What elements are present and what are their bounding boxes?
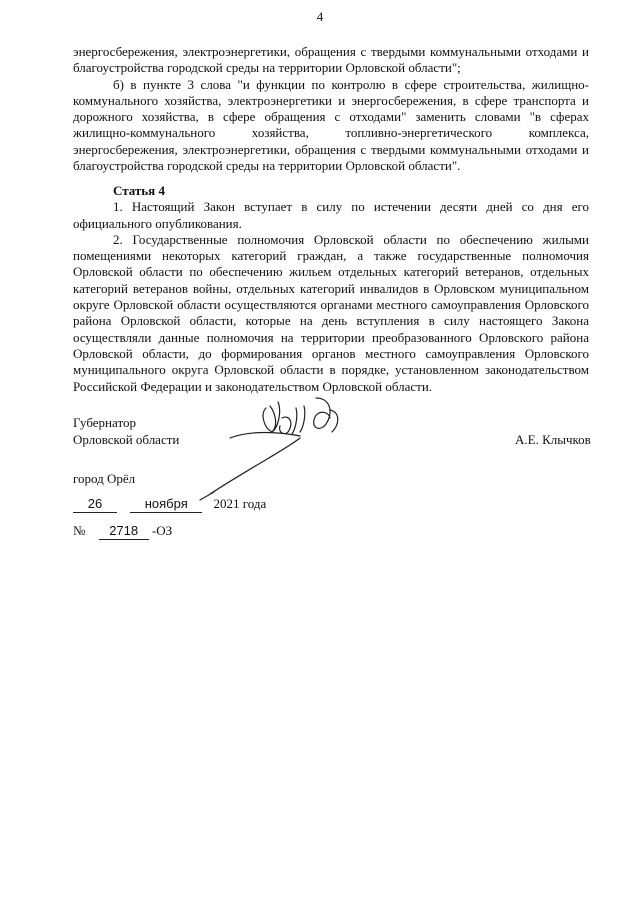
- signatory-name: А.Е. Клычков: [515, 432, 591, 447]
- signatory-title-line1: Губернатор: [73, 415, 136, 430]
- law-number: [73, 522, 172, 540]
- article-item-1: 1. Настоящий Закон вступает в силу по истечении десяти дней со дня его официального опубликования.: [73, 199, 589, 231]
- handwritten-signature: [170, 388, 370, 508]
- amendment-text: [73, 44, 589, 174]
- signatory-title-line2: Орловской области: [73, 432, 180, 447]
- place-of-signing: город Орёл: [73, 471, 136, 486]
- signing-date: [73, 495, 266, 513]
- article-4: [73, 183, 589, 395]
- paragraph-continuation: энергосбережения, электроэнергетики, обращения с твердыми коммунальными отходами и благоустройства городской среды на территории Орловской области";: [73, 44, 589, 76]
- number-prefix: №: [73, 523, 86, 538]
- number-suffix: -ОЗ: [151, 523, 173, 538]
- article-heading: Статья 4: [113, 183, 165, 198]
- number-value: 2718: [99, 522, 149, 540]
- date-year: 2021 года: [213, 496, 267, 511]
- article-item-2: 2. Государственные полномочия Орловской области по обеспечению жилыми помещениями некоторых категорий граждан, а также государственные полномочия Орловской области по обеспечению жильем отдельных категорий ветеранов, отдельных категорий ветеранов войны, отдельных категорий инвалидов в Орловском муниципальном округе Орловской области осуществляются органами местного самоуправления Орловского района Орловской области, которые на день вступления в силу настоящего Закона осуществляли данные полномочия на территории преобразованного Орловского района Орловской области, до формирования органов местного самоуправления Орловского муниципального округа Орловской области в порядке, установленном законодательством Российской Федерации и законодательством Орловской области.: [73, 231, 589, 394]
- date-month: ноября: [130, 495, 202, 513]
- signatory-title: [73, 414, 179, 448]
- date-day: 26: [73, 495, 117, 513]
- paragraph-item-b: б) в пункте 3 слова "и функции по контролю в сфере строительства, жилищно-коммунального хозяйства, электроэнергетики и энергосбережения, в сфере транспорта и дорожного хозяйства, в сфере обращения с отходами" заменить словами "в сферах жилищно-коммунального хозяйства, топливно-энергетического комплекса, энергосбережения, электроэнергетики, обращения с твердыми коммунальными отходами и благоустройства городской среды на территории Орловской области".: [73, 76, 589, 174]
- page-number: 4: [316, 9, 324, 24]
